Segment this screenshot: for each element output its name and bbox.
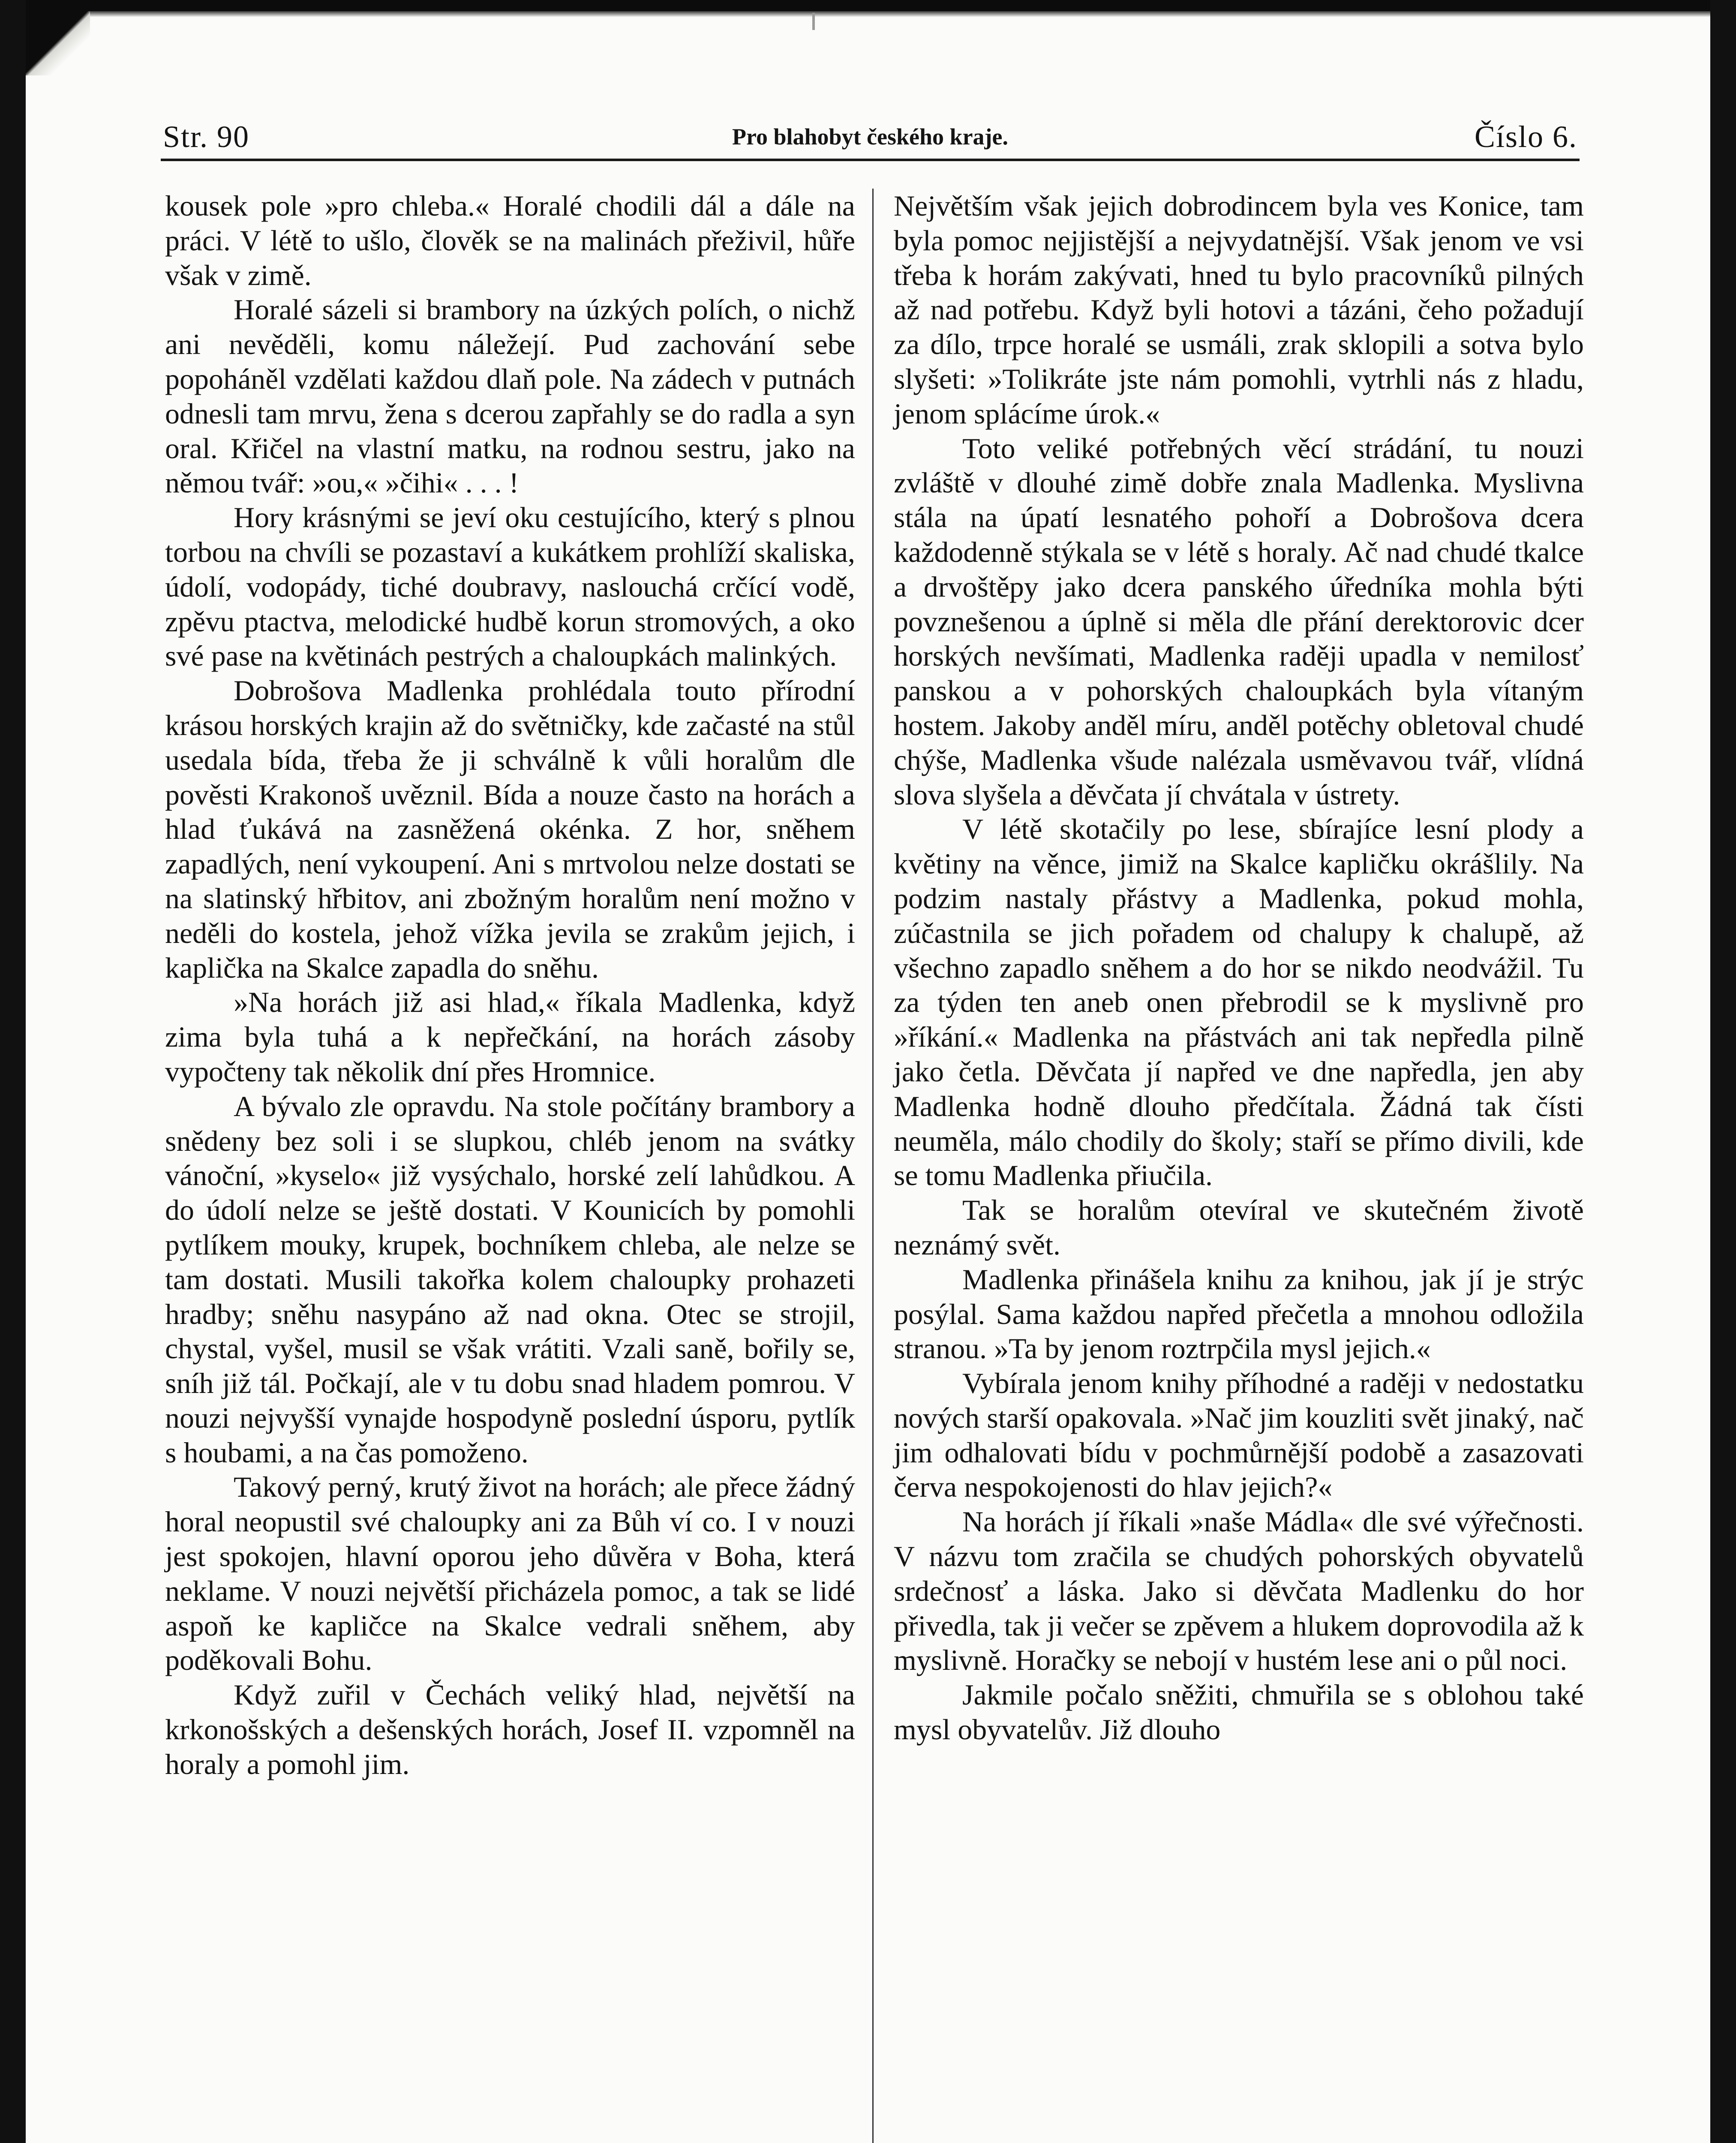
scan-border-left (0, 0, 26, 2143)
paragraph: »Na horách již asi hlad,« říkala Madlenka, když zima byla tuhá a k nepřečkání, na horách zásoby vypočteny tak několik dní přes Hromnice. (165, 986, 855, 1088)
right-column (894, 189, 1584, 1747)
paragraph: Vybírala jenom knihy příhodné a raději v nedostatku nových starší opakovala. »Nač jim kouzliti svět jinaký, nač jim odhalovati bídu v pochmůrnější podobě a zasazovati červa nespokojenosti do hlav jejich?« (894, 1367, 1584, 1504)
page-number: Str. 90 (163, 120, 250, 154)
column-divider (872, 189, 874, 2143)
paragraph: Takový perný, krutý život na horách; ale přece žádný horal neopustil své chaloupky ani za Bůh ví co. I v nouzi jest spokojen, hlavní oporou jeho důvěra v Boha, která neklame. V nouzi největší přicházela pomoc, a tak se lidé aspoň ke kapličce na Skalce vedrali sněhem, aby poděkovali Bohu. (165, 1471, 855, 1677)
issue-number: Číslo 6. (1474, 120, 1577, 154)
page-corner-fold (26, 11, 90, 75)
publication-title: Pro blahobyt českého kraje. (732, 124, 1008, 150)
paragraph: Horalé sázeli si brambory na úzkých polích, o nichž ani nevěděli, komu náležejí. Pud zachování sebe popoháněl vzdělati každou dlaň pole. Na zádech v putnách odnesli tam mrvu, žena s dcerou zapřahly se do radla a syn oral. Křičel na vlastní matku, na rodnou sestru, jako na němou tvář: »ou,« »čihi« . . . ! (165, 293, 855, 499)
paragraph: Když zuřil v Čechách veliký hlad, největší na krkonošských a dešenských horách, Josef II. vzpomněl na horaly a pomohl jim. (165, 1678, 855, 1780)
left-column (165, 189, 855, 1782)
scan-shadow-top (81, 11, 1736, 17)
scan-mark (812, 13, 815, 30)
paragraph: Největším však jejich dobrodincem byla ves Konice, tam byla pomoc nejjistější a nejvydatnější. Však jenom ve vsi třeba k horám zakývati, hned tu bylo pracovníků pilných až nad potřebu. Když byli hotovi a tázáni, čeho požadují za dílo, trpce horalé se usmáli, zrak sklopili a sotva bylo slyšeti: »Tolikráte jste nám pomohli, vytrhli nás z hladu, jenom splácíme úrok.« (894, 189, 1584, 430)
paragraph: Na horách jí říkali »naše Mádla« dle své výřečnosti. V názvu tom zračila se chudých pohorských obyvatelů srdečnosť a láska. Jako si děvčata Madlenku do hor přivedla, tak ji večer se zpěvem a hlukem doprovodila až k myslivně. Horačky se nebojí v hustém lese ani o půl noci. (894, 1505, 1584, 1677)
paragraph: kousek pole »pro chleba.« Horalé chodili dál a dále na práci. V létě to ušlo, člověk se na malinách přeživil, hůře však v zimě. (165, 189, 855, 291)
paragraph: Jakmile počalo sněžiti, chmuřila se s oblohou také mysl obyvatelův. Již dlouho (894, 1678, 1584, 1746)
paragraph: Hory krásnými se jeví oku cestujícího, který s plnou torbou na chvíli se pozastaví a kukátkem prohlíží skaliska, údolí, vodopády, tiché doubravy, naslouchá crčící vodě, zpěvu ptactva, melodické hudbě korun stromových, a oko své pase na květinách pestrých a chaloupkách malinkých. (165, 501, 855, 672)
scan-border-top (0, 0, 1736, 11)
running-header (163, 119, 1577, 153)
paragraph: V létě skotačily po lese, sbírajíce lesní plody a květiny na věnce, jimiž na Skalce kapličku okrášlily. Na podzim nastaly přástvy a Madlenka, pokud mohla, zúčastnila se jich pořadem od chalupy k chalupě, až všechno zapadlo sněhem a do hor se nikdo neodvážil. Tu za týden ten aneb onen přebrodil se k myslivně pro »říkání.« Madlenka na přástvách ani tak nepředla pilně jako četla. Děvčata jí napřed ve dne napředla, jen aby Madlenka hodně dlouho předčítala. Žádná tak čísti neuměla, málo chodily do školy; staří se přímo divili, kde se tomu Madlenka přiučila. (894, 813, 1584, 1192)
paragraph: Madlenka přinášela knihu za knihou, jak jí je strýc posýlal. Sama každou napřed přečetla a mnohou odložila stranou. »Ta by jenom roztrpčila mysl jejich.« (894, 1263, 1584, 1365)
scan-border-right (1710, 0, 1736, 2143)
paragraph: Toto veliké potřebných věcí strádání, tu nouzi zvláště v dlouhé zimě dobře znala Madlenka. Myslivna stála na úpatí lesnatého pohoří a Dobrošova dcera každodenně stýkala se v létě s horaly. Ač nad chudé tkalce a drvoštěpy jako dcera panského úředníka mohla býti povznešenou a úplně si měla dle přání derektorovic dcer horských nevšímati, Madlenka raději upadla v nemilosť panskou a v pohorských chaloupkách byla vítaným hostem. Jakoby anděl míru, anděl potěchy obletoval chudé chýše, Madlenka všude nalézala usměvavou tvář, vlídná slova slyšela a děvčata jí chvátala v ústrety. (894, 432, 1584, 811)
paragraph: Tak se horalům otevíral ve skutečném životě neznámý svět. (894, 1194, 1584, 1261)
paragraph: A bývalo zle opravdu. Na stole počítány brambory a snědeny bez soli i se slupkou, chléb jenom na svátky vánoční, »kyselo« již vysýchalo, horské zelí lahůdkou. A do údolí nelze se ještě dostati. V Kounicích by pomohli pytlíkem mouky, krupek, bochníkem chleba, ale nelze se tam dostati. Musili takořka kolem chaloupky prohazeti hradby; sněhu nasypáno až nad okna. Otec se strojil, chystal, vyšel, musil se však vrátiti. Vzali saně, bořily se, sníh již tál. Počkají, ale v tu dobu snad hladem pomrou. V nouzi nejvyšší vynajde hospodyně poslední úsporu, pytlík s houbami, a na čas pomoženo. (165, 1090, 855, 1469)
header-rule (161, 159, 1580, 161)
paragraph: Dobrošova Madlenka prohlédala touto přírodní krásou horských krajin až do světničky, kde začasté na stůl usedala bída, třeba že ji schválně k vůli horalům dle pověsti Krakonoš uvěznil. Bída a nouze často na horách a hlad ťukává na zasněžená okénka. Z hor, sněhem zapadlých, není vykoupení. Ani s mrtvolou nelze dostati se na slatinský hřbitov, ani zbožným horalům není možno v neděli do kostela, jehož vížka jevila se zrakům jejich, i kaplička na Skalce zapadla do sněhu. (165, 674, 855, 984)
